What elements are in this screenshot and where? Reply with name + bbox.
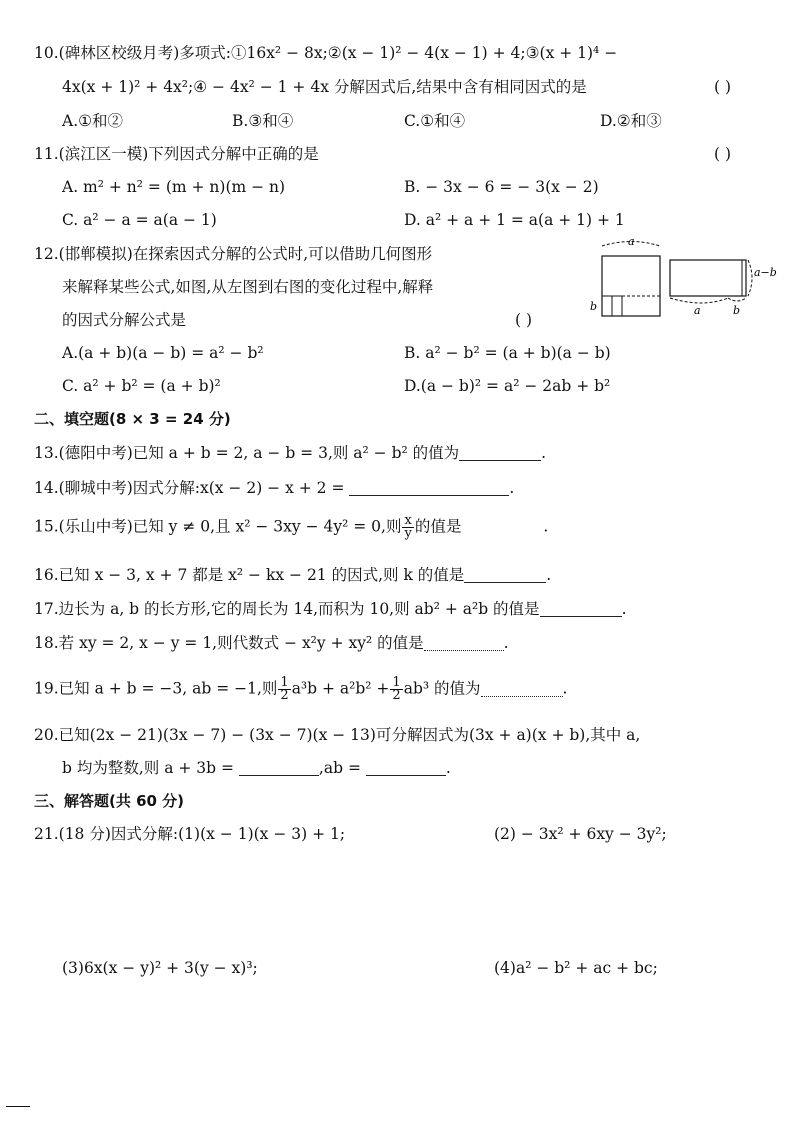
q21-part2: (2) − 3x² + 6xy − 3y²; [494,825,667,843]
q14: 14.(聊城中考)因式分解:x(x − 2) − x + 2 = . [34,479,515,497]
q10-line1: 10.(碑林区校级月考)多项式:①16x² − 8x;②(x − 1)² − 4(x − 1) + 4;③(x + 1)⁴ − [34,44,618,62]
q13: 13.(德阳中考)已知 a + b = 2, a − b = 3,则 a² − b² 的值为 . [34,444,547,462]
q13-text: 13.(德阳中考)已知 a + b = 2, a − b = 3,则 a² − b² 的值为 [34,444,460,462]
q12-line2: 来解释某些公式,如图,从左图到右图的变化过程中,解释 [62,278,434,296]
q19-answer-blank[interactable] [481,680,563,697]
q10-option-c: C.①和④ [404,112,466,130]
q11-option-a: A. m² + n² = (m + n)(m − n) [62,178,286,196]
q21-part3: (3)6x(x − y)² + 3(y − x)³; [62,959,258,977]
q18-text: 18.若 xy = 2, x − y = 1,则代数式 − x²y + xy² 的值是 [34,634,424,652]
q10-option-d: D.②和③ [600,112,662,130]
q21-part1: 21.(18 分)因式分解:(1)(x − 1)(x − 3) + 1; [34,825,346,843]
q14-answer-blank[interactable] [349,479,509,496]
q11-answer-paren: ( ) [714,145,732,163]
q19: 19.已知 a + b = −3, ab = −1,则 $\frac{1}{2}$ a³b + a²b² + $\frac{1}{2}$ ab³ 的值为 . [34,675,568,703]
q12-line3: 的因式分解公式是 [62,311,187,329]
q10-answer-paren: ( ) [714,78,732,96]
q16-text: 16.已知 x − 3, x + 7 都是 x² − kx − 21 的因式,则 k 的值是 [34,566,465,584]
q11-option-b: B. − 3x − 6 = − 3(x − 2) [404,178,599,196]
fig-label-a-top: a [628,236,635,248]
q12-answer-paren: ( ) [515,311,533,329]
q12-option-c: C. a² + b² = (a + b)² [62,377,221,395]
q10-option-b: B.③和④ [232,112,294,130]
section-2-heading: 二、填空题(8 × 3 = 24 分) [34,410,231,428]
section-3-heading: 三、解答题(共 60 分) [34,792,185,810]
fig-label-b-left: b [590,300,598,313]
fig-label-a-bottom: a [694,304,701,317]
q11-option-d: D. a² + a + 1 = a(a + 1) + 1 [404,211,625,229]
q15: 15.(乐山中考)已知 y ≠ 0,且 x² − 3xy − 4y² = 0,则 $\frac{x}{y}$ 的值是 . [34,513,549,541]
q16-answer-blank[interactable] [464,566,546,583]
fig-right-rect [670,260,746,296]
fig-label-b-bottom: b [733,304,741,317]
q12-option-a: A.(a + b)(a − b) = a² − b² [62,344,264,362]
q20-line2: b 均为整数,则 a + 3b = ,ab = . [62,759,451,777]
q16: 16.已知 x − 3, x + 7 都是 x² − kx − 21 的因式,则 k 的值是 . [34,566,552,584]
q10-option-a: A.①和② [62,112,124,130]
q21-part4: (4)a² − b² + ac + bc; [494,959,658,977]
q11-option-c: C. a² − a = a(a − 1) [62,211,217,229]
q20-blank-1[interactable] [239,759,319,776]
q19-text-a: 19.已知 a + b = −3, ab = −1,则 [34,679,278,698]
q14-text: 14.(聊城中考)因式分解:x(x − 2) − x + 2 = [34,479,345,497]
q12-line1: 12.(邯郸模拟)在探索因式分解的公式时,可以借助几何图形 [34,245,433,263]
q20-line1: 20.已知(2x − 21)(3x − 7) − (3x − 7)(x − 13)可分解因式为(3x + a)(x + b),其中 a, [34,726,641,744]
q15-fraction: $\frac{x}{y}$ [404,513,412,541]
q10-line2: 4x(x + 1)² + 4x²;④ − 4x² − 1 + 4x 分解因式后,结果中含有相同因式的是 [62,78,587,96]
q17: 17.边长为 a, b 的长方形,它的周长为 14,而积为 10,则 ab² + a²b 的值是 . [34,600,627,618]
q18: 18.若 xy = 2, x − y = 1,则代数式 − x²y + xy² 的值是 . [34,634,509,652]
q11-stem: 11.(滨江区一模)下列因式分解中正确的是 [34,145,319,163]
q13-answer-blank[interactable] [459,444,541,461]
q18-answer-blank[interactable] [424,634,504,651]
fig-label-side: a−b [754,266,777,279]
q17-text: 17.边长为 a, b 的长方形,它的周长为 14,而积为 10,则 ab² + a²b 的值是 [34,600,540,618]
q20-blank-2[interactable] [366,759,446,776]
q12-option-b: B. a² − b² = (a + b)(a − b) [404,344,611,362]
q12-geometry-figure [588,236,784,320]
q15-text: 15.(乐山中考)已知 y ≠ 0,且 x² − 3xy − 4y² = 0,则 [34,517,402,536]
q12-option-d: D.(a − b)² = a² − 2ab + b² [404,377,611,395]
footer-rule [6,1106,30,1107]
q17-answer-blank[interactable] [540,600,622,617]
fig-left-square [602,256,660,316]
